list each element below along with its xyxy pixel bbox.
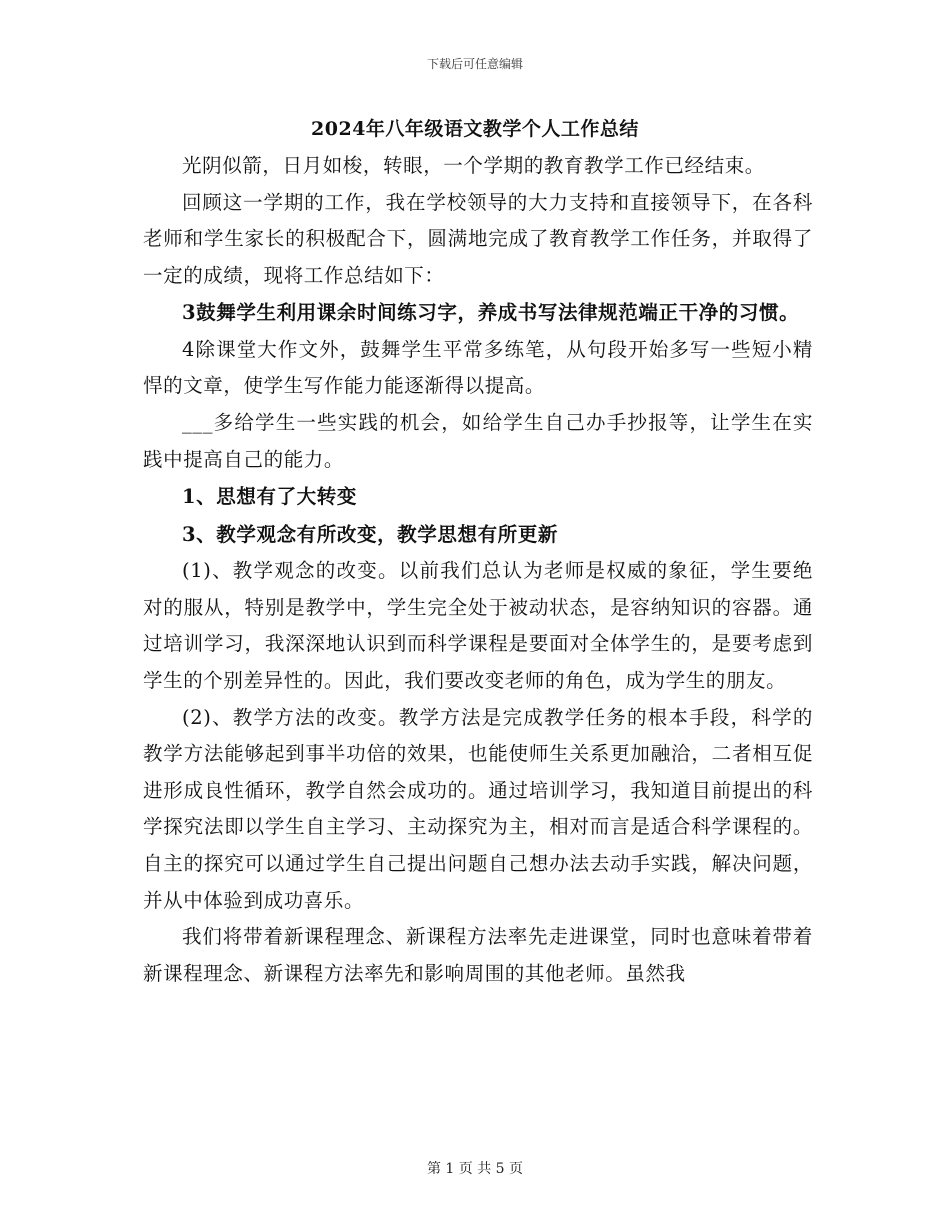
heading-thought-change: 1、思想有了大转变 <box>182 485 357 509</box>
document-body <box>143 148 813 992</box>
heading-teaching-concept: 3、教学观念有所改变，教学思想有所更新 <box>182 522 558 546</box>
paragraph-method-change: (2)、教学方法的改变。教学方法是完成教学任务的根本手段，科学的教学方法能够起到事半功倍的效果，也能使师生关系更加融洽，二者相互促进形成良性循环，教学自然会成功的。通过培训学习，我知道目前提出的科学探究法即以学生自主学习、主动探究为主，相对而言是适合科学课程的。自主的探究可以通过学生自己提出问题自己想办法去动手实践，解决问题，并从中体验到成功喜乐。 <box>143 705 813 912</box>
paragraph-new-curriculum: 我们将带着新课程理念、新课程方法率先走进课堂，同时也意味着带着新课程理念、新课程方法率先和影响周围的其他老师。虽然我 <box>143 925 813 985</box>
paragraph-practice-opportunities: ___多给学生一些实践的机会，如给学生自己办手抄报等，让学生在实践中提高自己的能力。 <box>143 411 813 471</box>
page-number: 第 1 页 共 5 页 <box>426 1161 524 1177</box>
paragraph-concept-change: (1)、教学观念的改变。以前我们总认为老师是权威的象征，学生要绝对的服从，特别是教学中，学生完全处于被动状态，是容纳知识的容器。通过培训学习，我深深地认识到而科学课程是要面对全体学生的，是要考虑到学生的个别差异性的。因此，我们要改变老师的角色，成为学生的朋友。 <box>143 559 813 693</box>
paragraph-review: 回顾这一学期的工作，我在学校领导的大力支持和直接领导下，在各科老师和学生家长的积极配合下，圆满地完成了教育教学工作任务，并取得了一定的成绩，现将工作总结如下： <box>143 190 813 287</box>
paragraph-writing-practice: 4除课堂大作文外，鼓舞学生平常多练笔，从句段开始多写一些短小精悍的文章，使学生写作能力能逐渐得以提高。 <box>143 337 813 398</box>
document-title: 2024年八年级语文教学个人工作总结 <box>311 118 639 140</box>
header-note: 下载后可任意编辑 <box>426 57 523 71</box>
paragraph-intro: 光阴似箭，日月如梭，转眼，一个学期的教育教学工作已经结束。 <box>182 154 765 177</box>
paragraph-handwriting-habit: 3鼓舞学生利用课余时间练习字，养成书写法律规范端正干净的习惯。 <box>182 301 800 325</box>
